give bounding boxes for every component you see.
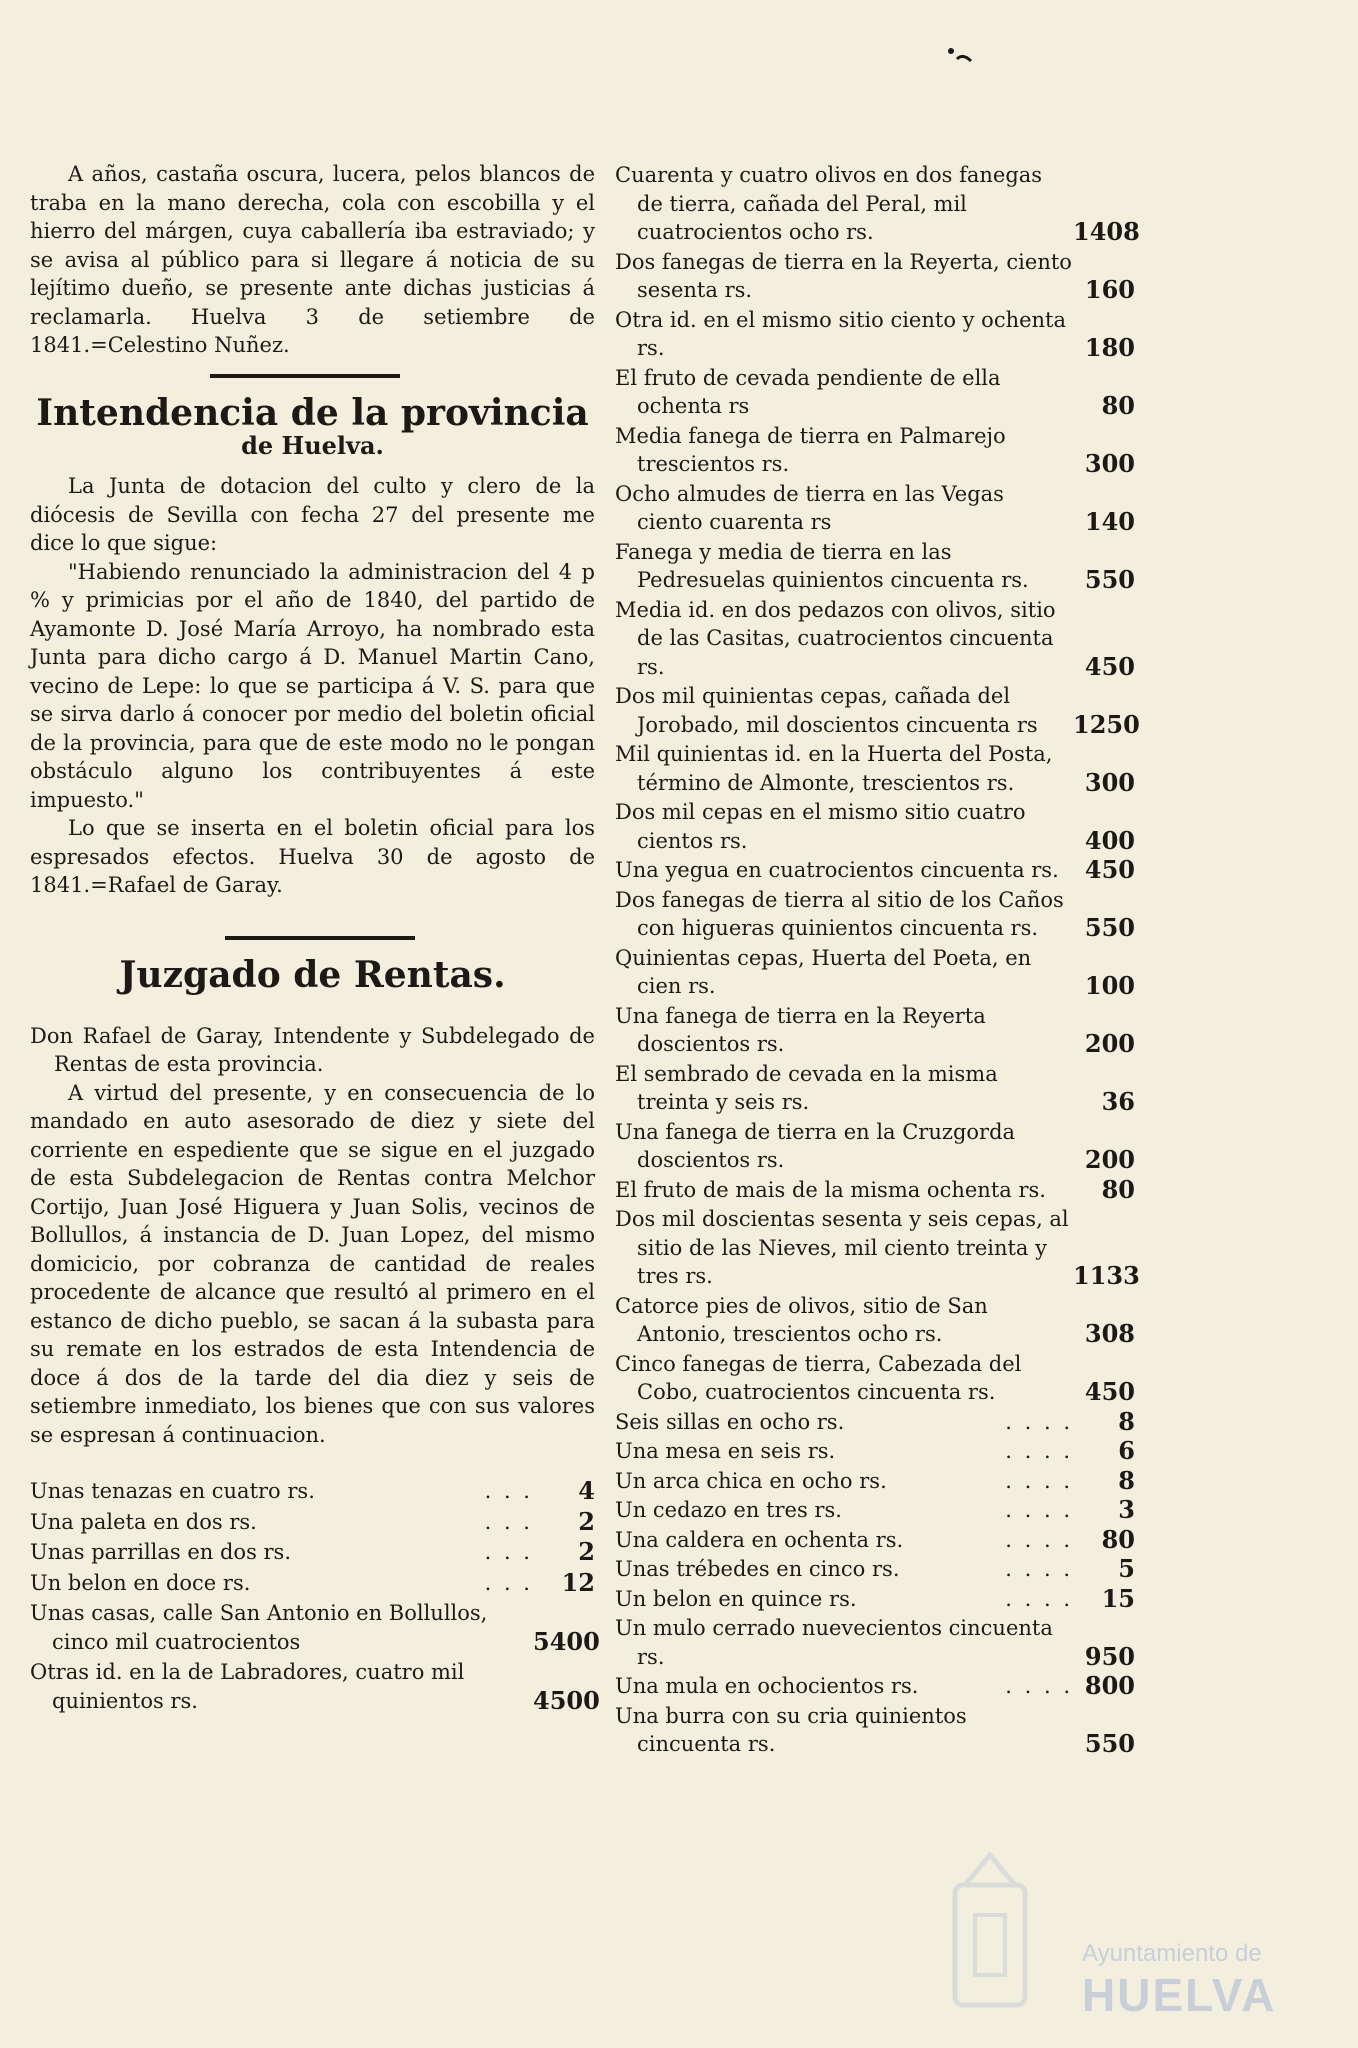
list-item: Una fanega de tierra en la Reyerta doscientos rs. 200	[615, 1003, 1135, 1058]
list-item: Unas casas, calle San Antonio en Bollullos, cinco mil cuatrocientos 5400	[30, 1601, 600, 1656]
list-item: Dos mil quinientas cepas, cañada del Jorobado, mil doscientos cincuenta rs 1250	[615, 684, 1140, 739]
list-item: Media fanega de tierra en Palmarejo trescientos rs. 300	[615, 423, 1135, 478]
list-item: Una fanega de tierra en la Cruzgorda doscientos rs. 200	[615, 1119, 1135, 1174]
list-item: Otra id. en el mismo sitio ciento y ochenta rs. 180	[615, 307, 1135, 362]
list-item: Unas trébedes en cinco rs. . . . . 5	[615, 1554, 1135, 1583]
section1-subtitle: de Huelva.	[241, 430, 384, 460]
list-item: Dos fanegas de tierra al sitio de los Caños con higueras quinientos cincuenta rs. 550	[615, 887, 1135, 942]
list-item: Unas tenazas en cuatro rs. . . . 4	[30, 1476, 595, 1505]
list-item: El fruto de mais de la misma ochenta rs. 80	[615, 1174, 1135, 1204]
list-item: El fruto de cevada pendiente de ella ochenta rs 80	[615, 365, 1135, 420]
right-item-list	[615, 161, 1140, 1759]
list-item: Un cedazo en tres rs. . . . . 3	[615, 1495, 1135, 1524]
list-item: Un mulo cerrado nuevecientos cincuenta rs. 950	[615, 1616, 1135, 1671]
list-item: Ocho almudes de tierra en las Vegas ciento cuarenta rs 140	[615, 481, 1135, 536]
list-item: Media id. en dos pedazos con olivos, sitio de las Casitas, cuatrocientos cincuenta rs. 450	[615, 597, 1135, 681]
list-item: Dos fanegas de tierra en la Reyerta, ciento sesenta rs. 160	[615, 249, 1135, 304]
list-item: Una caldera en ochenta rs. . . . . 80	[615, 1524, 1135, 1554]
list-item: Quinientas cepas, Huerta del Poeta, en cien rs. 100	[615, 945, 1135, 1000]
intro-paragraph: A años, castaña oscura, lucera, pelos blancos de traba en la mano derecha, cola con escobilla y el hierro del márgen, cuya caballería iba estraviado; y se avisa al público para si llegare á noticia de su lejítimo dueño, se presente ante dichas justicias á reclamarla. Huelva 3 de setiembre de 1841.=Celestino Nuñez.	[30, 162, 595, 357]
list-item: Dos mil doscientas sesenta y seis cepas, al sitio de las Nieves, mil ciento treinta y tres rs. 1133	[615, 1207, 1140, 1290]
list-item: Un belon en quince rs. . . . . 15	[615, 1583, 1135, 1613]
city-seal-watermark	[945, 1845, 1035, 2015]
left-column	[30, 160, 600, 1715]
section1-paragraph: La Junta de dotacion del culto y clero de la diócesis de Sevilla con fecha 27 del presente me dice lo que sigue:	[30, 474, 595, 555]
list-item: Catorce pies de olivos, sitio de San Antonio, trescientos ocho rs. 308	[615, 1293, 1135, 1348]
section1-paragraph: "Habiendo renunciado la administracion del 4 p % y primicias por el año de 1840, del partido de Ayamonte D. José María Arroyo, ha nombrado esta Junta para dicho cargo á D. Manuel Martin Cano, vecino de Lepe: lo que se participa á V. S. para que se sirva darlo á conocer por medio del boletin oficial de la provincia, para que de este modo no le pongan obstáculo alguno los contribuyentes á este impuesto."	[30, 559, 595, 812]
list-item: El sembrado de cevada en la misma treinta y seis rs. 36	[615, 1061, 1135, 1116]
list-item: Un belon en doce rs. . . . 12	[30, 1567, 595, 1597]
list-item: Una paleta en dos rs. . . . 2	[30, 1506, 595, 1536]
section-divider	[225, 936, 415, 940]
section1-title: Intendencia de la provincia	[36, 391, 589, 434]
list-item: Seis sillas en ocho rs. . . . . 8	[615, 1406, 1135, 1436]
section1-paragraph: Lo que se inserta en el boletin oficial para los espresados efectos. Huelva 30 de agosto de 1841.=Rafael de Garay.	[30, 816, 595, 897]
list-item: Una yegua en cuatrocientos cincuenta rs. 450	[615, 855, 1135, 884]
section2-heading-paragraph: Don Rafael de Garay, Intendente y Subdelegado de Rentas de esta provincia.	[30, 1023, 595, 1076]
list-item: Unas parrillas en dos rs. . . . 2	[30, 1537, 595, 1566]
list-item: Otras id. en la de Labradores, cuatro mil quinientos rs. 4500	[30, 1660, 600, 1715]
section2-paragraph: A virtud del presente, y en consecuencia de lo mandado en auto asesorado de diez y siete del corriente en espediente que se sigue en el juzgado de esta Subdelegacion de Rentas contra Melchor Cortijo, Juan José Higuera y Juan Solis, vecinos de Bollullos, á instancia de D. Juan Lopez, del mismo domicicio, por cobranza de cantidad de reales procedente de alcance que resultó al primero en el estanco de dicho pueblo, se sacan á la subasta para su remate en los estrados de esta Intendencia de doce á dos de la tarde del dia diez y seis de setiembre inmediato, los bienes que con sus valores se espresan á continuacion.	[30, 1080, 595, 1447]
left-item-list	[30, 1476, 600, 1715]
section2-title: Juzgado de Rentas.	[119, 953, 506, 996]
list-item: Fanega y media de tierra en las Pedresuelas quinientos cincuenta rs. 550	[615, 539, 1135, 594]
list-item: Cinco fanegas de tierra, Cabezada del Cobo, cuatrocientos cincuenta rs. 450	[615, 1351, 1135, 1406]
list-item: Un arca chica en ocho rs. . . . . 8	[615, 1465, 1135, 1495]
list-item: Cuarenta y cuatro olivos en dos fanegas de tierra, cañada del Peral, mil cuatrocientos ocho rs. 1408	[615, 163, 1140, 246]
watermark-line2: HUELVA	[1082, 1969, 1277, 2021]
watermark-line1: Ayuntamiento de	[1082, 1940, 1262, 1967]
ink-mark	[945, 45, 975, 67]
right-column	[615, 160, 1140, 1759]
list-item: Una burra con su cria quinientos cincuenta rs. 550	[615, 1703, 1135, 1758]
list-item: Dos mil cepas en el mismo sitio cuatro cientos rs. 400	[615, 800, 1135, 855]
list-item: Mil quinientas id. en la Huerta del Posta, término de Almonte, trescientos rs. 300	[615, 742, 1135, 797]
list-item: Una mesa en seis rs. . . . . 6	[615, 1436, 1135, 1465]
list-item: Una mula en ochocientos rs. . . . . 800	[615, 1671, 1135, 1700]
section-divider	[210, 374, 400, 378]
